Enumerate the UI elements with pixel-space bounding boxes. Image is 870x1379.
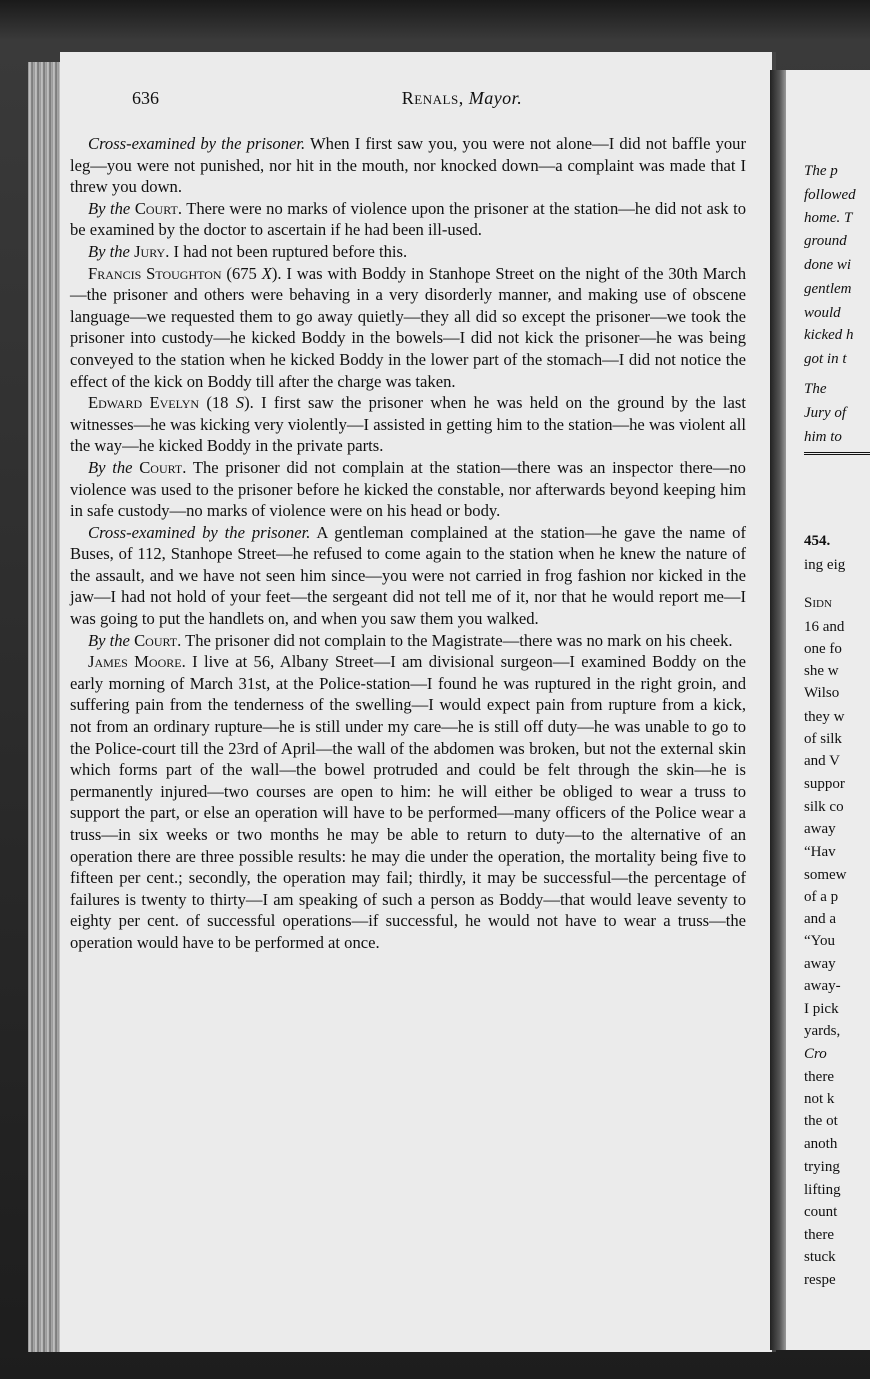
right-page-line: 16 and [804, 619, 845, 635]
right-page-line: silk co [804, 799, 844, 815]
right-page-line: 454. [804, 533, 831, 549]
text-run: There were no marks of violence upon the prisoner at the station—he did not ask to be examined by the doctor to ascertain if he had been ill-used. [70, 198, 746, 240]
text-run: A gentleman complained at the station—he gave the name of Buses, of 112, Stanhope Street—he refused to come again to the station when he knew the nature of the assault, and we have not seen him since—you were not carried in frog fashion nor kicked in the jaw—I had not hold of your feet—the sergeant did not tell me of it, nor that he would report me—I was going to put the handlets on, and when you saw them you walked. [70, 522, 747, 629]
right-page-line: trying [804, 1159, 840, 1175]
text-run: The prisoner did not complain at the station—there was an inspector there—no violence was used to the prisoner before he kicked the constable, nor afterwards beyond keeping him in safe custody—no marks of violence were on his head or body. [70, 457, 746, 521]
paragraph [70, 457, 746, 522]
right-page-line: there [804, 1227, 834, 1243]
right-page-line: Jury of [804, 405, 847, 421]
paragraph [70, 133, 746, 198]
right-page-line: Sidn [804, 595, 832, 611]
right-page-line: him to [804, 429, 842, 445]
text-run: By the [88, 241, 130, 261]
text-run: James Moore. [88, 652, 186, 672]
text-run: Francis Stoughton [88, 263, 222, 283]
right-page-line: Wilso [804, 685, 840, 701]
right-page-line: suppor [804, 776, 845, 792]
right-page-line: ground [804, 233, 847, 249]
right-page-line: anoth [804, 1136, 838, 1152]
right-page-line: “You [804, 933, 835, 949]
right-page-line: I pick [804, 1001, 839, 1017]
text-run: Court. [134, 630, 182, 650]
running-head-name: Renals, [401, 88, 464, 108]
right-page-line: kicked h [804, 327, 854, 343]
paragraph [70, 651, 746, 953]
text-run: By the [88, 198, 131, 218]
right-page-line: they w [804, 709, 845, 725]
text-run: ). I was with Boddy in Stanhope Street on the night of the 30th March—the prisoner and others were behaving in a very disorderly manner, and making use of obscene language—we requested them to go away quietly—they all did so except the prisoner—we took the prisoner into custody—he kicked Boddy in the bowels—I did not kick the prisoner—he was being conveyed to the station when he kicked Boddy in the lower part of the stomach—I did not notice the effect of the kick on Boddy till after the charge was taken. [70, 263, 746, 391]
right-page-line: she w [804, 663, 839, 679]
right-page-line: count [804, 1204, 838, 1220]
right-page-line: somew [804, 867, 847, 883]
right-page-line: away- [804, 978, 841, 994]
right-page-line: gentlem [804, 281, 852, 297]
section-rule [804, 452, 870, 455]
right-page-line: and V [804, 753, 840, 769]
paragraph [70, 630, 746, 652]
text-run: The prisoner did not complain to the Magistrate—there was no mark on his cheek. [181, 630, 733, 650]
right-page-line: home. T [804, 210, 853, 226]
text-run: Edward Evelyn [88, 393, 200, 413]
text-run: By the [88, 630, 130, 650]
text-run: (18 [199, 393, 236, 413]
text-run: I live at 56, Albany Street—I am divisional surgeon—I examined Boddy on the early morning of March 31st, at the Police-station—I found he was ruptured in the right groin, and suffering pain from the tenderness of the swelling—I would expect pain from rupture from a kick, not from an ordinary rupture—he is still under my care—he is still off duty—he was unable to go to the Police-court till the 23rd of April—the wall of the abdomen was broken, but not the external skin which forms part of the wall—the bowel protruded and could be felt through the skin—he is permanently injured—two courses are open to him: he will either be obliged to wear a truss to support the part, or else an operation will have to be performed—many officers of the Police wear a truss—in six weeks or two months he may be able to return to duty—to the alternative of an operation there are three possible results: he may die under the operation, the mortality being five to fifteen per cent.; secondly, the operation may fail; thirdly, it may be successful—the percentage of failures is twenty to thirty—I am speaking of such a person as Boddy—that would leave seventy to eighty per cent. of successful operations—if successful, he would not have to wear a truss—the operation would have to be performed at once. [70, 652, 746, 952]
paragraph [70, 392, 746, 457]
right-page-line: “Hav [804, 844, 836, 860]
text-run: Cross-examined by the prisoner. [88, 522, 311, 542]
page-gutter [770, 70, 786, 1350]
right-page-line: followed [804, 187, 856, 203]
right-page-line: The [804, 381, 827, 397]
text-run: When I first saw you, you were not alone—I did not baffle your leg—you were not punished, nor hit in the mouth, nor knocked down—a complaint was made that I threw you down. [70, 134, 746, 197]
right-page-line: lifting [804, 1182, 841, 1198]
right-page-line: the ot [804, 1113, 838, 1129]
right-page-line: and a [804, 911, 837, 927]
text-run: Court. [139, 457, 187, 477]
running-head [132, 88, 792, 109]
text-run: S [235, 393, 245, 413]
right-page-line: Cro [804, 1046, 827, 1062]
right-page-line: respe [804, 1272, 836, 1288]
text-run: ). I first saw the prisoner when he was held on the ground by the last witnesses—he was kicking very violently—I assisted in getting him to the station—he was violent all the way—he kicked Boddy in the private parts. [70, 393, 746, 456]
text-run: Cross-examined by the prisoner. [88, 134, 306, 153]
right-page-line: got in t [804, 351, 847, 367]
right-page-line: one fo [804, 641, 842, 657]
right-page-line: away [804, 956, 836, 972]
right-page-line: stuck [804, 1249, 836, 1265]
page-body-text [70, 133, 746, 954]
text-run: (675 [221, 263, 262, 283]
paragraph [70, 263, 746, 393]
right-page-line: of silk [804, 731, 842, 747]
right-page-line: there [804, 1069, 834, 1085]
right-page-line: The p [804, 163, 838, 179]
right-page-line: away [804, 821, 836, 837]
right-page-fragment [786, 70, 870, 1350]
paragraph [70, 241, 746, 263]
right-page-line: of a p [804, 889, 839, 905]
paragraph [70, 198, 746, 241]
text-run: By the [88, 457, 133, 477]
text-run: I had not been ruptured before this. [169, 241, 408, 261]
right-page-line: would [804, 305, 841, 321]
right-page-line: yards, [804, 1023, 841, 1039]
right-page-line: done wi [804, 257, 852, 273]
right-page-line: ing eig [804, 557, 846, 573]
paragraph [70, 522, 746, 630]
running-head-title: Mayor. [468, 88, 523, 108]
text-run: X [261, 263, 272, 283]
right-page-line: not k [804, 1091, 835, 1107]
text-run: Jury. [134, 241, 170, 261]
page-header [132, 88, 792, 118]
page-number: 636 [132, 88, 159, 108]
text-run: Court. [134, 198, 182, 218]
